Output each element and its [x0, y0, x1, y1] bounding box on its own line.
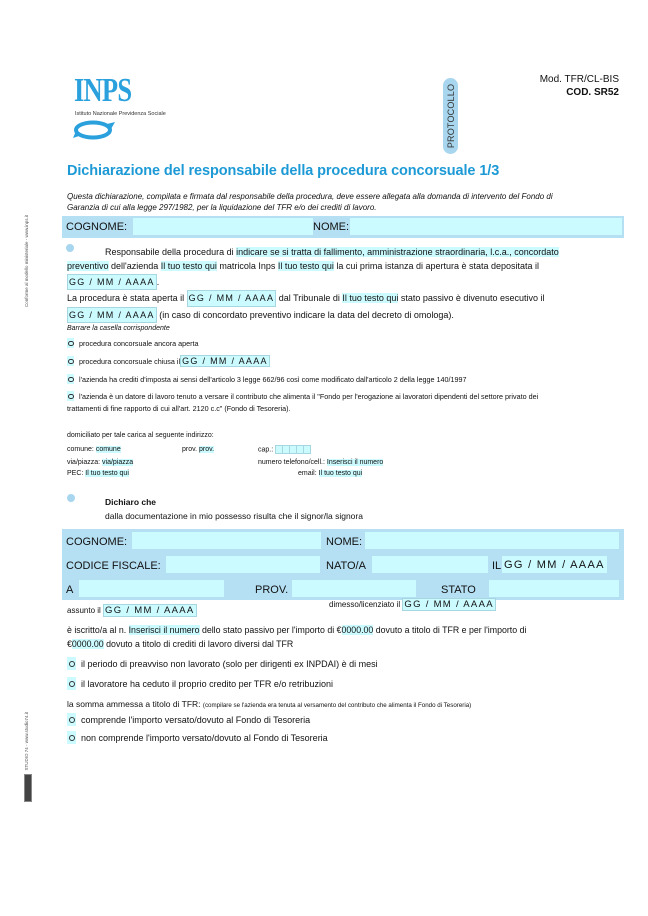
form-code: COD. SR52 — [566, 87, 619, 98]
assunto-date-field[interactable]: GG / MM / AAAA — [105, 605, 195, 616]
declaration-heading: Dichiaro che — [105, 497, 157, 507]
option-credito-ceduto[interactable]: il lavoratore ha ceduto il proprio credito per TFR e/o retribuzioni — [67, 677, 333, 690]
radio-icon[interactable] — [67, 391, 74, 401]
email-field[interactable]: Il tuo testo qui — [318, 470, 363, 477]
nato-a-field[interactable] — [372, 556, 488, 573]
phone-row: numero telefono/cell.: Inserisci il numero — [258, 459, 384, 466]
nome-label: NOME: — [313, 221, 350, 233]
studio74-logo — [24, 774, 32, 802]
comune-row: comune: comune — [67, 446, 121, 453]
dimesso-row: dimesso/licenziato il GG / MM / AAAA — [329, 599, 494, 610]
via-field[interactable]: via/piazza — [102, 459, 134, 466]
prov-row: prov. prov. — [182, 446, 215, 453]
worker-cognome-field[interactable] — [132, 532, 321, 549]
stato-passivo-numero-field[interactable]: Inserisci il numero — [128, 625, 200, 635]
option-fondo-tesoreria[interactable]: l'azienda è un datore di lavoro tenuto a versare il contributo che alimenta il "Fondo per l'erogazione ai lavoratori dipendenti del settore privato dei — [67, 391, 538, 401]
radio-icon[interactable] — [67, 657, 76, 670]
option-procedura-chiusa[interactable]: procedura concorsuale chiusa il GG / MM / AAAA — [67, 355, 270, 367]
side-note-top: Conforme al modello ministeriale - www.inps.it — [24, 215, 29, 308]
option-procedura-aperta[interactable]: procedura concorsuale ancora aperta — [67, 338, 198, 348]
bullet-icon — [67, 494, 75, 502]
prov-field[interactable]: prov. — [199, 446, 215, 453]
tfr-amount-field[interactable]: 0000.00 — [341, 625, 374, 635]
pec-field[interactable]: Il tuo testo qui — [85, 470, 129, 477]
dimesso-date-field[interactable]: GG / MM / AAAA — [404, 599, 494, 610]
cap-row: cap.: — [258, 445, 310, 454]
comune-field[interactable]: comune — [95, 446, 121, 453]
cap-field[interactable] — [275, 446, 310, 453]
radio-icon[interactable] — [67, 677, 76, 690]
azienda-field[interactable]: Il tuo testo qui — [160, 261, 217, 272]
pec-row: PEC: Il tuo testo qui — [67, 470, 129, 477]
birth-date-field[interactable]: GG / MM / AAAA — [502, 556, 607, 573]
luogo-nascita-field[interactable] — [79, 580, 224, 597]
radio-icon[interactable] — [67, 338, 74, 348]
responsabile-cognome-field[interactable] — [133, 218, 313, 235]
page-title: Dichiarazione del responsabile della procedura concorsuale 1/3 — [67, 163, 500, 179]
tribunale-field[interactable]: Il tuo testo qui — [342, 293, 399, 304]
matricola-field[interactable]: Il tuo testo qui — [277, 261, 334, 272]
intro-text: Questa dichiarazione, compilata e firmata dal responsabile della procedura, deve essere allegata alla domanda di intervento del Fondo di Garanzia di cui alla legge 297/1982, per la liquidazione del TFR e/o dei crediti di lavoro. — [67, 192, 553, 212]
codice-fiscale-field[interactable] — [166, 556, 320, 573]
responsabile-name-band — [62, 216, 624, 238]
protocollo-label: PROTOCOLLO — [445, 83, 456, 149]
radio-icon[interactable] — [67, 731, 76, 744]
cognome-label: COGNOME: — [66, 221, 128, 233]
somma-row: la somma ammessa a titolo di TFR: (compilare se l'azienda era tenuta al versamento del contributo che alimenta il Fondo di Tesoreria) — [67, 699, 472, 709]
deposit-date-field[interactable]: GG / MM / AAAA — [67, 274, 157, 290]
option-preavviso[interactable]: il periodo di preavviso non lavorato (solo per dirigenti ex INPDAI) è di mesi — [67, 657, 378, 670]
address-heading: domiciliato per tale carica al seguente indirizzo: — [67, 432, 214, 439]
assunto-row: assunto il GG / MM / AAAA — [67, 605, 195, 616]
logo-subtitle: Istituto Nazionale Previdenza Sociale — [75, 111, 166, 117]
somma-note: (compilare se l'azienda era tenuta al versamento del contributo che alimenta il Fondo di Tesoreria) — [202, 702, 472, 709]
checkbox-instruction: Barrare la casella corrispondente — [67, 325, 170, 332]
amounts-paragraph: è iscritto/a al n. Inserisci il numero dello stato passivo per l'importo di €0000.00 dovuto a titolo di TFR e per l'importo di €0000.00 dovuto a titolo di crediti di lavoro diversi dal TFR — [67, 625, 527, 649]
inps-logo: INPS — [74, 72, 132, 109]
radio-icon[interactable] — [67, 356, 74, 366]
via-row: via/piazza: via/piazza — [67, 459, 134, 466]
closed-date-field[interactable]: GG / MM / AAAA — [182, 356, 268, 366]
worker-data-band: COGNOME: NOME: CODICE FISCALE: NATO/A IL GG / MM / AAAA A PROV. STATO — [62, 529, 624, 600]
side-note-bottom: STUDIO 74 - www.studio74.it — [24, 712, 29, 771]
radio-icon[interactable] — [67, 713, 76, 726]
option-comprende[interactable]: comprende l'importo versato/dovuto al Fondo di Tesoreria — [67, 713, 310, 726]
worker-prov-field[interactable] — [292, 580, 416, 597]
stato-field[interactable] — [489, 580, 619, 597]
other-credits-amount-field[interactable]: 0000.00 — [71, 638, 104, 649]
responsabile-nome-field[interactable] — [350, 218, 622, 235]
worker-nome-field[interactable] — [365, 532, 619, 549]
phone-field[interactable]: Inserisci il numero — [326, 459, 384, 466]
email-row: email: Il tuo testo qui — [298, 470, 363, 477]
model-number: Mod. TFR/CL-BIS — [539, 74, 619, 85]
procedure-type-field[interactable]: indicare se si tratta di fallimento, amministrazione straordinaria, l.c.a., concordato — [236, 247, 559, 257]
protocollo-stamp-box — [443, 78, 458, 154]
open-date-field[interactable]: GG / MM / AAAA — [187, 290, 277, 306]
option-non-comprende[interactable]: non comprende l'importo versato/dovuto al Fondo di Tesoreria — [67, 731, 328, 744]
radio-icon[interactable] — [67, 374, 74, 384]
inps-swirl-icon — [73, 120, 117, 140]
exec-date-field[interactable]: GG / MM / AAAA — [67, 307, 157, 323]
option-crediti-imposta[interactable]: l'azienda ha crediti d'imposta ai sensi dell'articolo 3 legge 662/96 così come modificato dall'articolo 2 della legge 140/1997 — [67, 374, 466, 384]
responsabile-paragraph: Responsabile della procedura di indicare se si tratta di fallimento, amministrazione straordinaria, l.c.a., concordato preventivo dell'azienda Il tuo testo qui matricola Inps Il tuo testo qui la cui prima istanza di apertura è stata depositata il GG / MM / AAAA . La procedura è stata aperta il GG / MM / AAAA dal Tribunale di Il tuo testo qui stato passivo è divenuto esecutivo il GG / MM / AAAA (in caso di concordato preventivo indicare la data del decreto di omologa). — [67, 245, 622, 323]
declaration-subheading: dalla documentazione in mio possesso risulta che il signor/la signora — [105, 511, 363, 521]
procedure-type-field-cont[interactable]: preventivo — [67, 261, 109, 272]
